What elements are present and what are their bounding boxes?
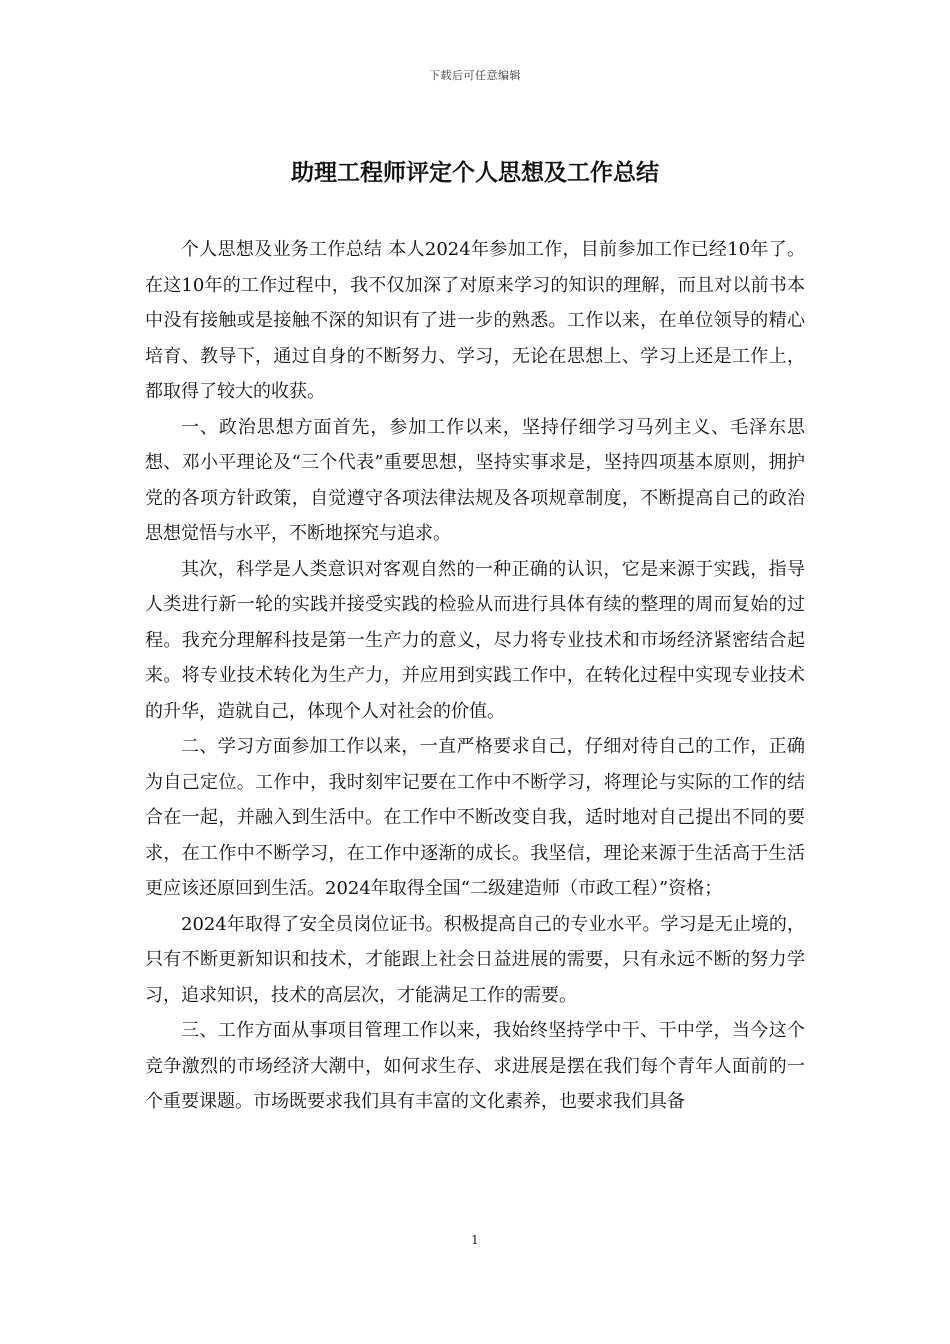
page-header-note: 下载后可任意编辑	[429, 69, 521, 82]
paragraph-study: 二、学习方面参加工作以来，一直严格要求自己，仔细对待自己的工作，正确为自己定位。工作中，我时刻牢记要在工作中不断学习，将理论与实际的工作的结合在一起，并融入到生活中。在工作中不断改变自我，适时地对自己提出不同的要求，在工作中不断学习，在工作中逐渐的成长。我坚信，理论来源于生活高于生活更应该还原回到生活。2024年取得全国“二级建造师（市政工程）”资格；	[145, 736, 805, 899]
paragraph-intro: 个人思想及业务工作总结 本人2024年参加工作，目前参加工作已经10年了。在这10年的工作过程中，我不仅加深了对原来学习的知识的理解，而且对以前书本中没有接触或是接触不深的知识有了进一步的熟悉。工作以来，在单位领导的精心培育、教导下，通过自身的不断努力、学习，无论在思想上、学习上还是工作上，都取得了较大的收获。	[145, 239, 805, 402]
paragraph-certificate: 2024年取得了安全员岗位证书。积极提高自己的专业水平。学习是无止境的，只有不断更新知识和技术，才能跟上社会日益进展的需要，只有永远不断的努力学习，追求知识，技术的高层次，才能满足工作的需要。	[145, 913, 805, 1006]
paragraph-science-practice: 其次，科学是人类意识对客观自然的一种正确的认识，它是来源于实践，指导人类进行新一轮的实践并接受实践的检验从而进行具体有续的整理的周而复始的过程。我充分理解科技是第一生产力的意义，尽力将专业技术和市场经济紧密结合起来。将专业技术转化为生产力，并应用到实践工作中，在转化过程中实现专业技术的升华，造就自己，体现个人对社会的价值。	[145, 558, 805, 722]
paragraph-work: 三、工作方面从事项目管理工作以来，我始终坚持学中干、干中学，当今这个竞争激烈的市场经济大潮中，如何求生存、求进展是摆在我们每个青年人面前的一个重要课题。市场既要求我们具有丰富的文化素养，也要求我们具备	[145, 1020, 805, 1112]
document-title: 助理工程师评定个人思想及工作总结	[291, 159, 659, 186]
document-body	[145, 232, 805, 1120]
paragraph-political-thought: 一、政治思想方面首先，参加工作以来，坚持仔细学习马列主义、毛泽东思想、邓小平理论及“三个代表”重要思想，坚持实事求是，坚持四项基本原则，拥护党的各项方针政策，自觉遵守各项法律法规及各项规章制度，不断提高自己的政治思想觉悟与水平，不断地探究与追求。	[145, 416, 805, 544]
page-number: 1	[471, 1233, 479, 1247]
